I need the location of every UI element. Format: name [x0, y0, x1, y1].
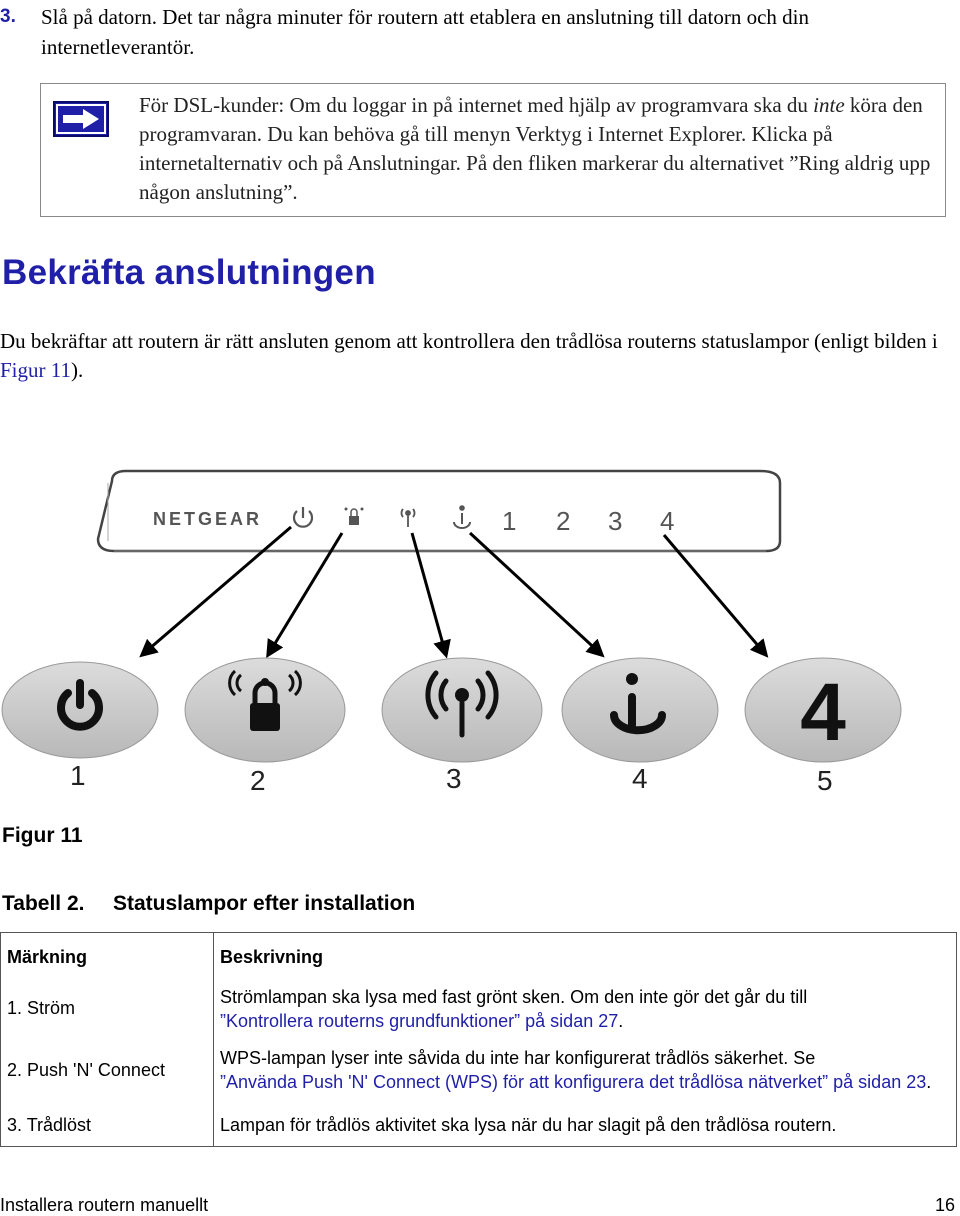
row-desc-text: WPS-lampan lyser inte såvida du inte har konfigurerat trådlös säkerhet. Se: [220, 1048, 816, 1068]
status-table: [0, 932, 957, 1147]
front-digit: 1: [502, 506, 517, 536]
table-header-desc: Beskrivning: [214, 933, 957, 982]
right-arrow-icon: [53, 101, 109, 137]
lan-port-icon: 4: [800, 667, 846, 758]
router-brand: NETGEAR: [153, 509, 263, 529]
callout-wireless: [382, 658, 542, 762]
table-caption-title: Statuslampor efter installation: [113, 892, 416, 915]
step-item: [0, 2, 950, 62]
intro-paragraph: [0, 327, 950, 385]
row-desc-link[interactable]: ”Kontrollera routerns grundfunktioner” på sidan 27: [220, 1010, 619, 1031]
callout-number: 2: [250, 765, 266, 796]
step-text: Slå på datorn. Det tar några minuter för routern att etablera en anslutning till datorn och din internetleverantör.: [41, 5, 809, 59]
table-row: [1, 1104, 957, 1147]
callout-wps: [185, 658, 345, 762]
figure-caption: Figur 11: [2, 824, 83, 847]
callout-number: 3: [446, 763, 462, 794]
row-description: [214, 1036, 957, 1104]
row-desc-end: .: [926, 1072, 932, 1092]
note-box: [40, 83, 946, 217]
callout-internet: [562, 658, 718, 762]
front-digit: 3: [608, 506, 623, 536]
table-caption-label: Tabell 2.: [2, 892, 85, 915]
row-description: [214, 1104, 957, 1147]
callout-power: [2, 662, 158, 758]
note-text-part2: köra den programvaran. Du kan behöva gå till menyn Verktyg i Internet Explorer. Klicka på internetalternativ och på Anslutningar. På den fliken markerar du alternativet ”Ring aldrig upp någon anslutning”.: [139, 93, 931, 204]
row-desc-link[interactable]: ”Använda Push 'N' Connect (WPS) för att konfigurera det trådlösa nätverket” på sidan 23: [220, 1072, 927, 1092]
table-row: [1, 981, 957, 1036]
paragraph-text-1: Du bekräftar att routern är rätt ansluten genom att kontrollera den trådlösa routerns statuslampor (enligt bilden i: [0, 329, 938, 353]
row-label: 1. Ström: [1, 981, 214, 1036]
step-number: 3.: [0, 6, 16, 27]
footer-title: Installera routern manuellt: [0, 1195, 209, 1215]
row-label: 2. Push 'N' Connect: [1, 1036, 214, 1104]
note-text: [139, 91, 939, 207]
table-header-row: [1, 933, 957, 982]
page-footer: [0, 1195, 957, 1216]
callout-number: 5: [817, 765, 833, 796]
callout-arrow: [664, 535, 766, 655]
callout-number: 1: [70, 760, 86, 791]
row-description: [214, 981, 957, 1036]
note-text-italic: inte: [813, 93, 845, 117]
figure-link[interactable]: Figur 11: [0, 358, 71, 382]
callout-lan: [745, 658, 901, 762]
front-digit: 2: [556, 506, 571, 536]
table-row: [1, 1036, 957, 1104]
callout-number: 4: [632, 763, 648, 794]
table-header-label: Märkning: [1, 933, 214, 982]
page-number: 16: [934, 1195, 955, 1215]
router-figure: [0, 455, 960, 805]
table-caption: [2, 892, 416, 916]
row-desc-text: Strömlampan ska lysa med fast grönt sken. Om den inte gör det går du till: [220, 986, 808, 1007]
row-desc-end: .: [618, 1010, 624, 1031]
section-title: Bekräfta anslutningen: [2, 253, 376, 292]
row-label: 3. Trådlöst: [1, 1104, 214, 1147]
note-text-part1: För DSL-kunder: Om du loggar in på internet med hjälp av programvara ska du: [139, 93, 814, 117]
row-desc-text: Lampan för trådlös aktivitet ska lysa när du har slagit på den trådlösa routern.: [220, 1115, 837, 1135]
router-front: [98, 471, 780, 551]
paragraph-text-2: ).: [70, 358, 84, 382]
front-digit: 4: [660, 506, 675, 536]
